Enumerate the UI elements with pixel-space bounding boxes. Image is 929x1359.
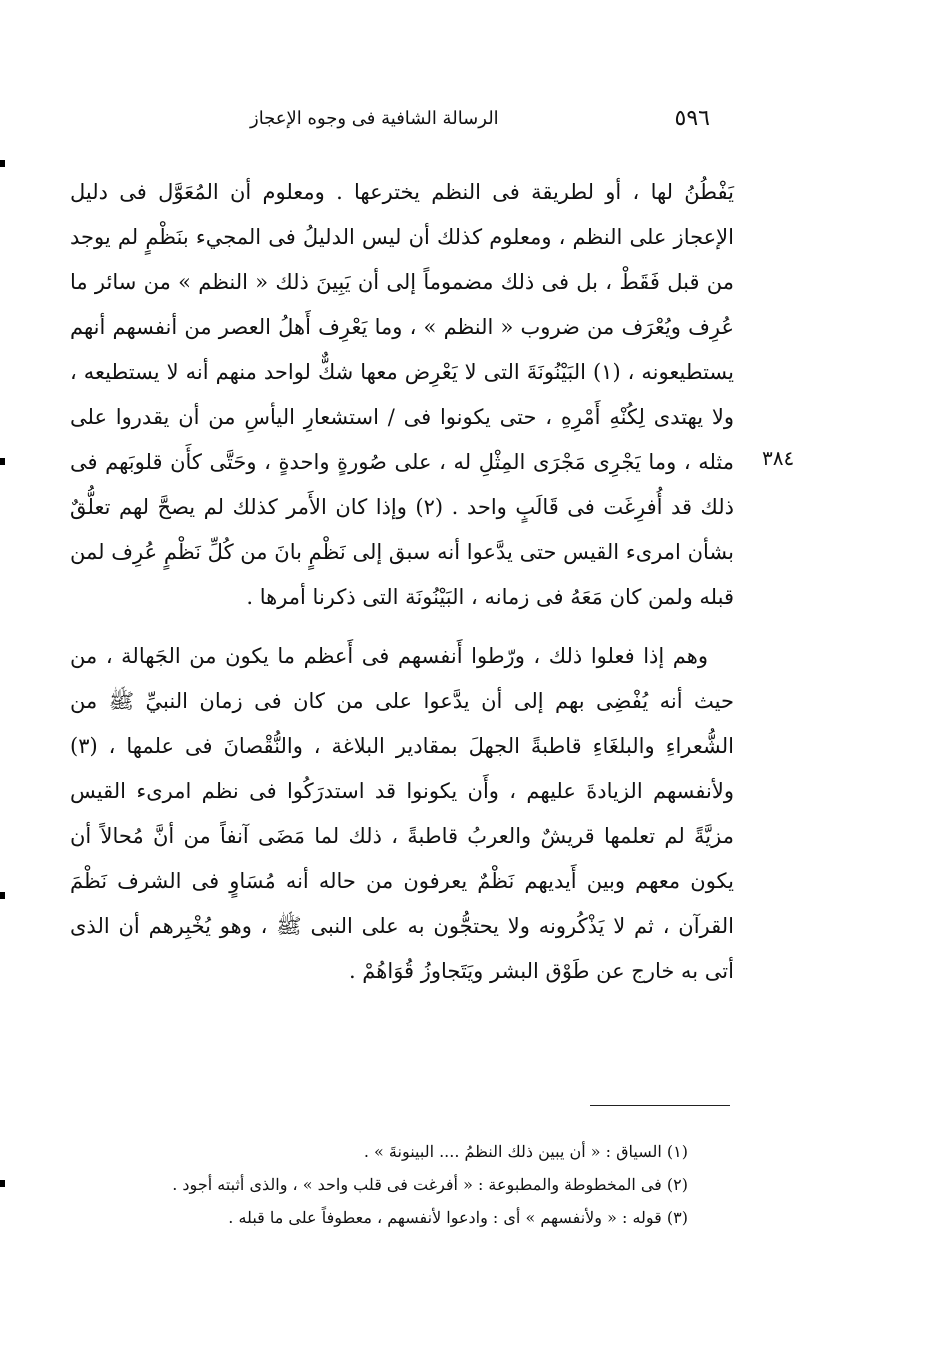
scan-edge-mark <box>0 892 5 899</box>
running-title: الرسالة الشافية فى وجوه الإعجاز <box>250 107 499 129</box>
footnote-3: (٣) قوله : « ولأنفسهم » أى : وادعوا لأنفسهم ، معطوفاً على ما قبله . <box>228 1208 688 1227</box>
page-number: ٥٩٦ <box>674 105 710 131</box>
paragraph-1: يَفْطُنُ لها ، أو لطريقة فى النظم يخترعها . ومعلوم أن المُعَوَّل فى دليل الإعجاز على النظم ، ومعلوم كذلك أن ليس الدليلُ فى المجيء بنَظْمٍ لم يوجد من قبل فَقَطْ ، بل فى ذلك مضموماً إلى أن يَبِينَ ذلك « النظم » من سائر ما عُرِف ويُعْرَف من ضروب « النظم » ، وما يَعْرِف أَهلُ العصر من أنفسهم أنهم يستطيعونه ، (١) البَيْنُونَةَ التى لا يَعْرِض معها شكٌّ لواحد منهم أنه لا يستطيعه ، ولا يهتدى لِكُنْهِ أَمْرِهِ ، حتى يكونوا فى / استشعارِ اليأسِ من أن يقدروا على مثله ، وما يَجْرِى مَجْرَى المِثْلِ له ، على صُورةٍ واحدةٍ ، وحَتَّى كأَن قلوبَهم فى ذلك قد أُفرِغَت فى قَالَبٍ واحد . (٢) وإذا كان الأَمر كذلك لم يصحَّ لهم تعلُّقٌ بشأن امرىء القيس حتى يدَّعوا أنه سبق إلى نَظْمٍ بانَ من كُلِّ نَظْمٍ عُرِف لمن قبله ولمن كان مَعَهُ فى زمانه ، البَيْنُونَة التى ذكرنا أمرها . <box>70 180 734 609</box>
scan-edge-mark <box>0 1180 5 1187</box>
footnote-2: (٢) فى المخطوطة والمطبوعة : « أفرغت فى قلب واحد » ، والذى أثبته أجود . <box>172 1175 688 1194</box>
main-text <box>70 170 734 994</box>
margin-page-reference: ٣٨٤ <box>762 446 795 470</box>
footnote-separator <box>590 1105 730 1106</box>
scan-edge-mark <box>0 160 5 167</box>
scan-edge-mark <box>0 458 5 465</box>
footnote-1: (١) السياق : « أن يبين ذلك النظمُ .... البينونةَ » . <box>363 1142 688 1161</box>
paragraph-2: وهم إذا فعلوا ذلك ، ورّطوا أَنفسهم فى أَعظم ما يكون من الجَهالة ، من حيث أنه يُفْضِى بهم إلى أن يدَّعوا على من كان فى زمان النبيِّ ﷺ من الشُّعراءِ والبلغَاءِ قاطبةً الجهلَ بمقادير البلاغة ، والنُّقْصانَ فى علمها ، (٣) ولأنفسهم الزيادةَ عليهم ، وأَن يكونوا قد استدرَكُوا فى نظم امرىء القيس مزيَّةً لم تعلمها قريشٌ والعربُ قاطبةً ، ذلك لما مَضَى آنفاً من أنَّ مُحالاً أن يكون معهم وبين أَيديهم نَظْمٌ يعرفون من حاله أنه مُسَاوٍ فى الشرف نَظْمَ القرآن ، ثم لا يَذْكُرونه ولا يحتجُّون به على النبى ﷺ ، وهو يُخْبِرهم أن الذى أتى به خارج عن طَوْق البشر ويَتَجاوزُ قُوَاهُمْ . <box>70 644 734 983</box>
running-header <box>250 100 710 136</box>
footnotes <box>140 1135 688 1234</box>
